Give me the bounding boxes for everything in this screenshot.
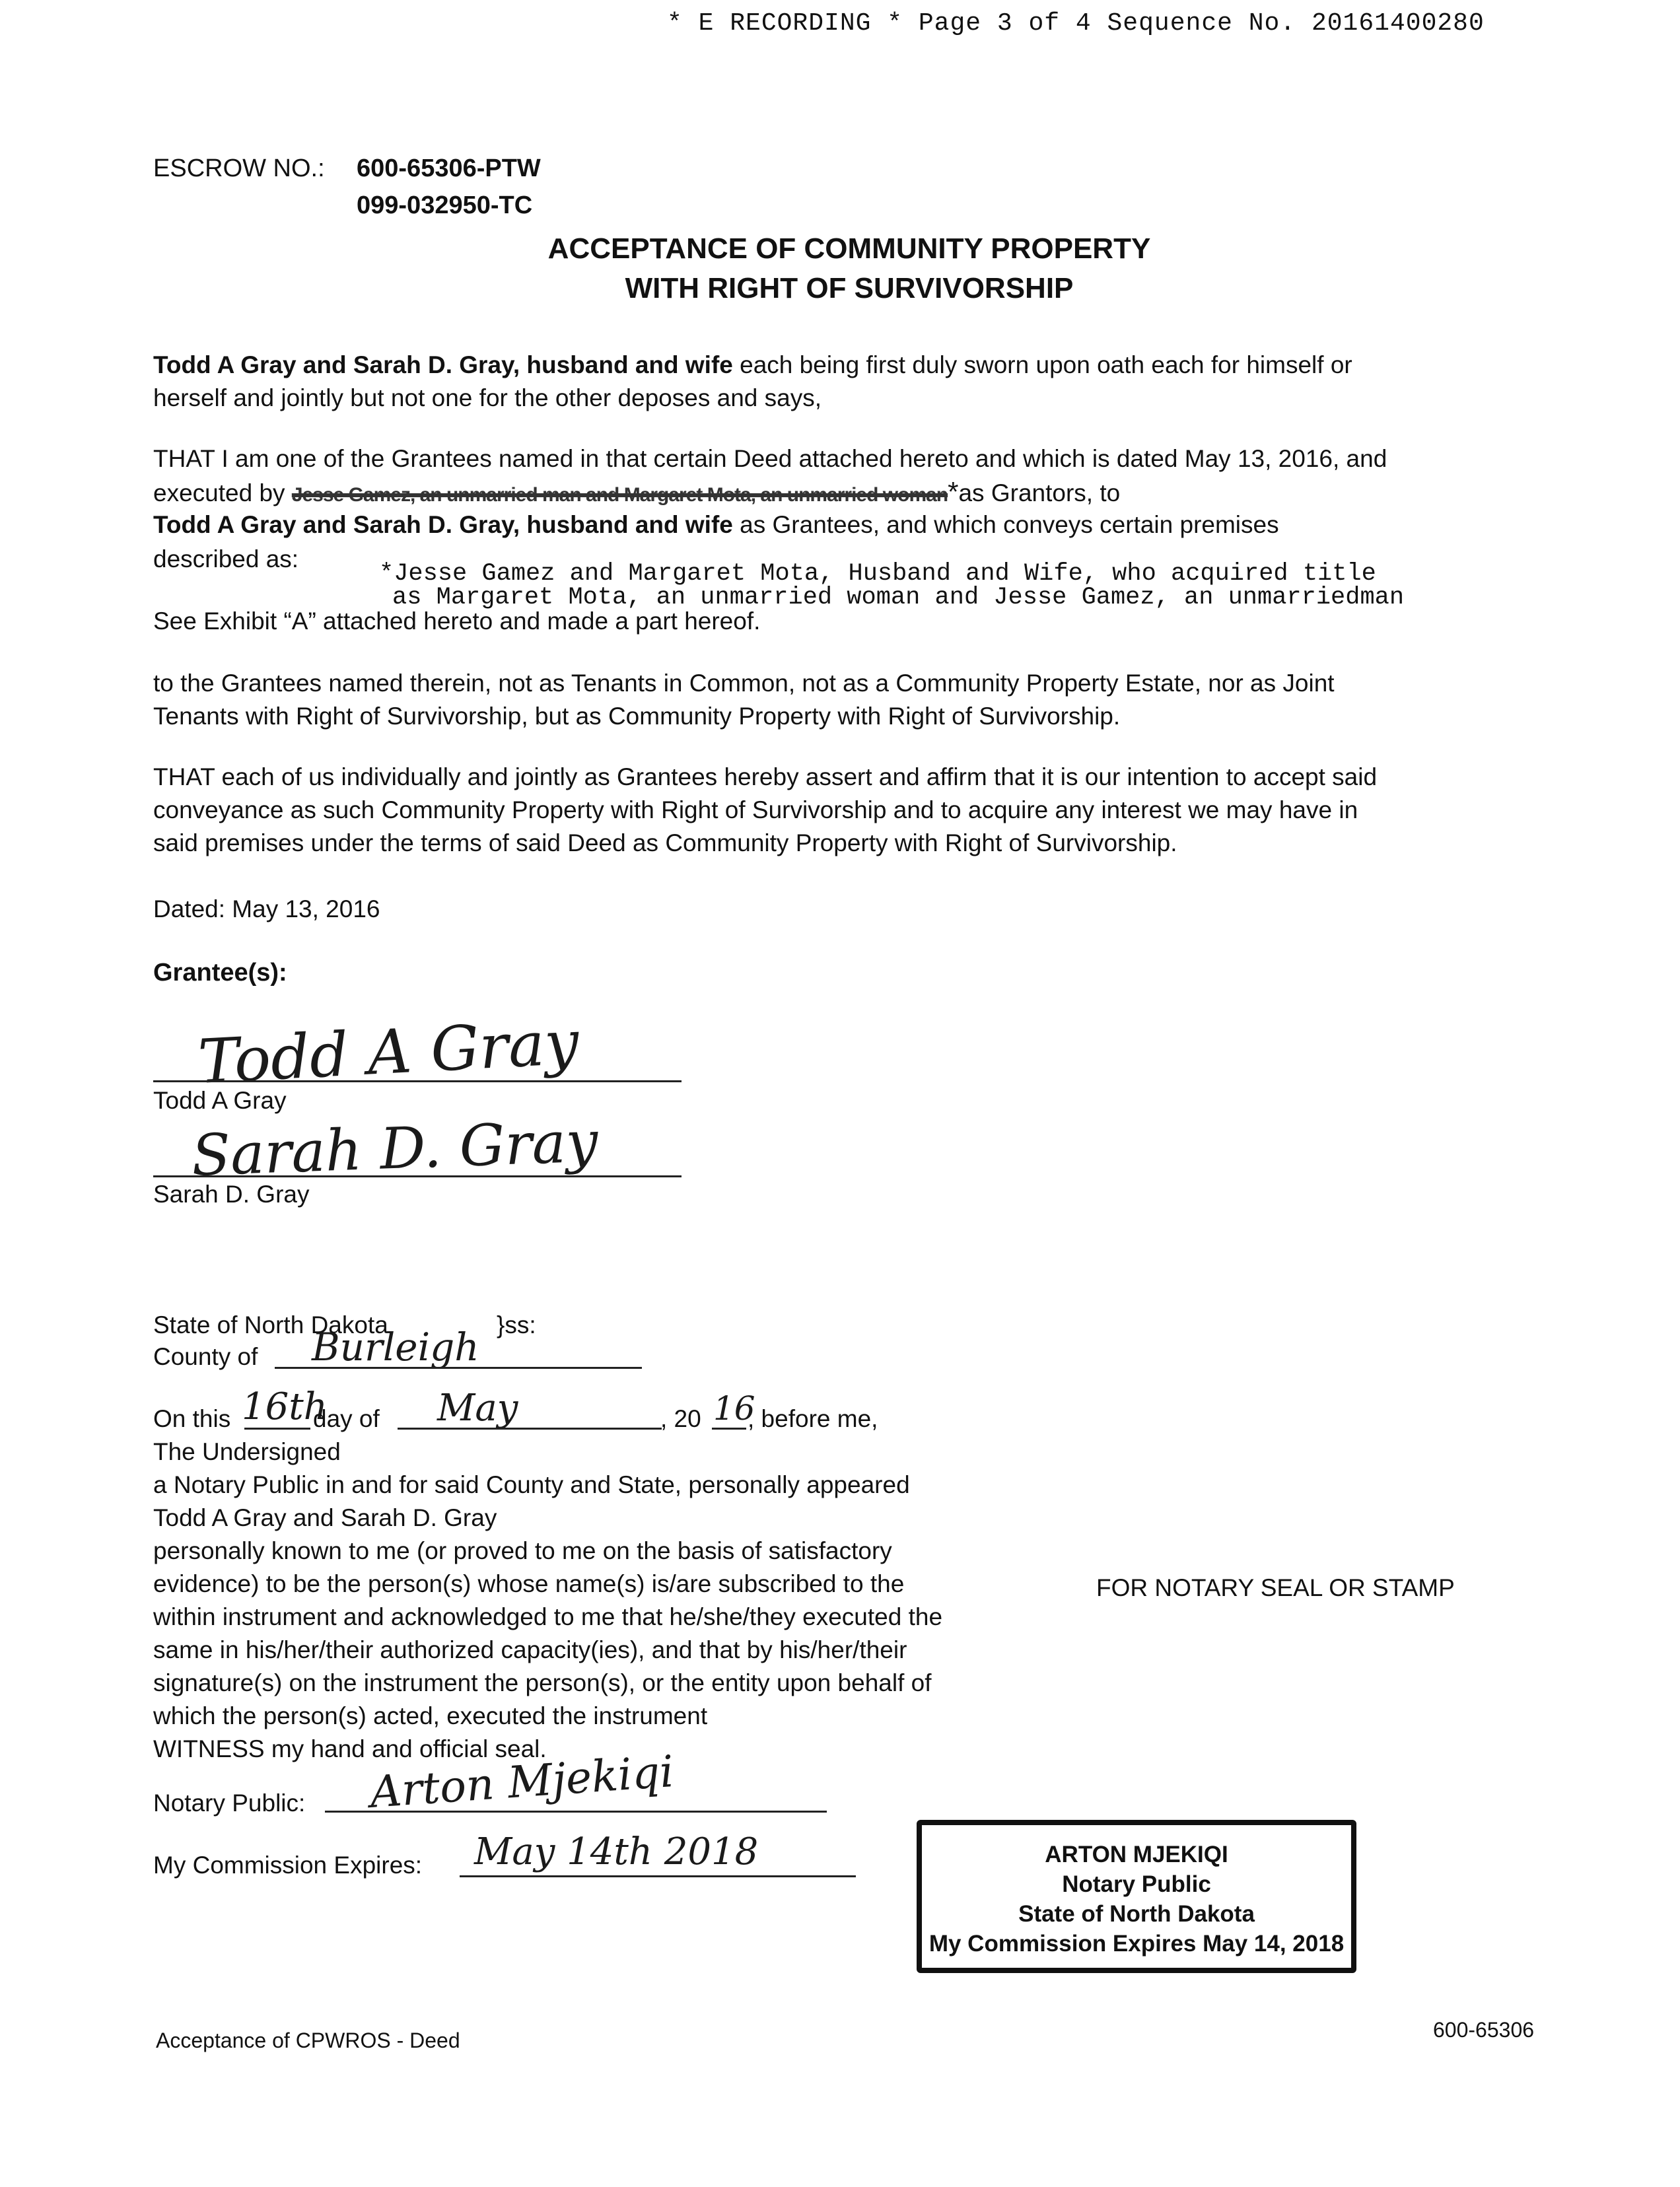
asterisk-mark: *	[948, 476, 959, 507]
notary-line-4: personally known to me (or proved to me on the basis of satisfactory	[153, 1537, 892, 1564]
typed-insert-line-2: as Margaret Mota, an unmarried woman and Jesse Gamez, an unmarriedman	[392, 584, 1405, 611]
notary-stamp	[917, 1820, 1356, 1973]
signer-name-1: Todd A Gray	[153, 1087, 287, 1114]
signature-todd-handwritten: Todd A Gray	[196, 1006, 581, 1098]
intro-line-2: herself and jointly but not one for the other deposes and says,	[153, 384, 822, 411]
before-me: , before me,	[748, 1405, 878, 1432]
typed-insert-line-1: *Jesse Gamez and Margaret Mota, Husband and Wife, who acquired title	[379, 560, 1376, 588]
notary-line-6: within instrument and acknowledged to me that he/she/they executed the	[153, 1603, 943, 1630]
exhibit-line: See Exhibit “A” attached hereto and made a part hereof.	[153, 608, 761, 635]
that-line-3	[153, 508, 1279, 541]
para3-line-2: conveyance as such Community Property with Right of Survivorship and to acquire any interest we may have in	[153, 796, 1358, 823]
notary-line-3: Todd A Gray and Sarah D. Gray	[153, 1504, 497, 1531]
notary-signature-handwritten: Arton Mjekiqi	[368, 1746, 676, 1818]
commission-expires-line	[460, 1875, 856, 1877]
notary-line-2: a Notary Public in and for said County and State, personally appeared	[153, 1471, 910, 1498]
state-label: State of North Dakota	[153, 1311, 388, 1338]
on-this-label: On this	[153, 1405, 231, 1432]
stamp-line-2: Notary Public	[1062, 1871, 1211, 1897]
month-line	[398, 1428, 662, 1430]
notary-line-9: which the person(s) acted, executed the instrument	[153, 1702, 708, 1729]
day-line	[244, 1428, 310, 1430]
dated-line: Dated: May 13, 2016	[153, 895, 380, 922]
notary-line-8: signature(s) on the instrument the person(s), or the entity upon behalf of	[153, 1669, 932, 1696]
struck-grantors: Jesse Gamez, an unmarried man and Margaret Mota, an unmarried woman	[291, 484, 948, 506]
notary-line-1: The Undersigned	[153, 1438, 341, 1465]
stamp-line-3: State of North Dakota	[1018, 1901, 1255, 1927]
seal-label: FOR NOTARY SEAL OR STAMP	[1096, 1574, 1455, 1601]
signature-sarah-handwritten: Sarah D. Gray	[190, 1109, 600, 1189]
recording-header: * E RECORDING * Page 3 of 4 Sequence No. 20161400280	[667, 9, 1485, 38]
described-as: described as:	[153, 545, 299, 573]
month-handwritten: May	[437, 1387, 518, 1430]
as-grantors: as Grantors, to	[958, 479, 1121, 506]
that-line-2	[153, 475, 1120, 512]
notary-line-10: WITNESS my hand and official seal.	[153, 1735, 547, 1762]
day-handwritten: 16th	[242, 1385, 328, 1428]
executed-by: executed by	[153, 479, 292, 506]
signature-line-2	[153, 1175, 682, 1177]
notary-public-line	[325, 1811, 827, 1813]
escrow-number-1: 600-65306-PTW	[357, 155, 541, 182]
document-title-line-1: ACCEPTANCE OF COMMUNITY PROPERTY	[547, 232, 1151, 265]
stamp-line-4: My Commission Expires May 14, 2018	[928, 1931, 1345, 1957]
signature-line-1	[153, 1080, 682, 1082]
para2-line-1: to the Grantees named therein, not as Tenants in Common, not as a Community Property Estate, nor as Joint	[153, 670, 1335, 697]
para3-line-3: said premises under the terms of said Deed as Community Property with Right of Survivorship.	[153, 829, 1177, 856]
notary-line-7: same in his/her/their authorized capacity(ies), and that by his/her/their	[153, 1636, 907, 1663]
notary-public-label: Notary Public:	[153, 1789, 306, 1817]
grantees-rest: as Grantees, and which conveys certain premises	[732, 511, 1279, 538]
commission-expires-label: My Commission Expires:	[153, 1852, 423, 1879]
year-line	[712, 1428, 746, 1430]
commission-expires-handwritten: May 14th 2018	[474, 1830, 759, 1873]
document-title-line-2: WITH RIGHT OF SURVIVORSHIP	[625, 272, 1074, 304]
intro-rest: each being first duly sworn upon oath each for himself or	[732, 351, 1352, 378]
county-handwritten: Burleigh	[312, 1325, 479, 1370]
ss-mark: }ss:	[497, 1311, 536, 1338]
grantees-label: Grantee(s):	[153, 959, 287, 987]
stamp-line-1: ARTON MJEKIQI	[1045, 1842, 1228, 1867]
grantees-names: Todd A Gray and Sarah D. Gray, husband and wife	[153, 511, 733, 538]
footer-right: 600-65306	[1433, 2018, 1535, 2042]
county-label: County of	[153, 1343, 258, 1370]
signer-name-2: Sarah D. Gray	[153, 1181, 310, 1208]
year-prefix: , 20	[660, 1405, 701, 1432]
intro-line-1	[153, 349, 1540, 382]
escrow-label: ESCROW NO.:	[153, 155, 325, 182]
day-of-label: day of	[313, 1405, 380, 1432]
year-handwritten: 16	[713, 1389, 755, 1428]
county-line	[275, 1367, 642, 1369]
that-line-1: THAT I am one of the Grantees named in that certain Deed attached hereto and which is dated May 13, 2016, and	[153, 445, 1387, 472]
footer-left: Acceptance of CPWROS - Deed	[156, 2029, 460, 2052]
escrow-number-2: 099-032950-TC	[357, 191, 533, 219]
para3-line-1: THAT each of us individually and jointly as Grantees hereby assert and affirm that it is our intention to accept said	[153, 763, 1378, 790]
notary-line-5: evidence) to be the person(s) whose name(s) is/are subscribed to the	[153, 1570, 905, 1597]
para2-line-2: Tenants with Right of Survivorship, but as Community Property with Right of Survivorship.	[153, 703, 1121, 730]
intro-names: Todd A Gray and Sarah D. Gray, husband and wife	[153, 351, 733, 378]
